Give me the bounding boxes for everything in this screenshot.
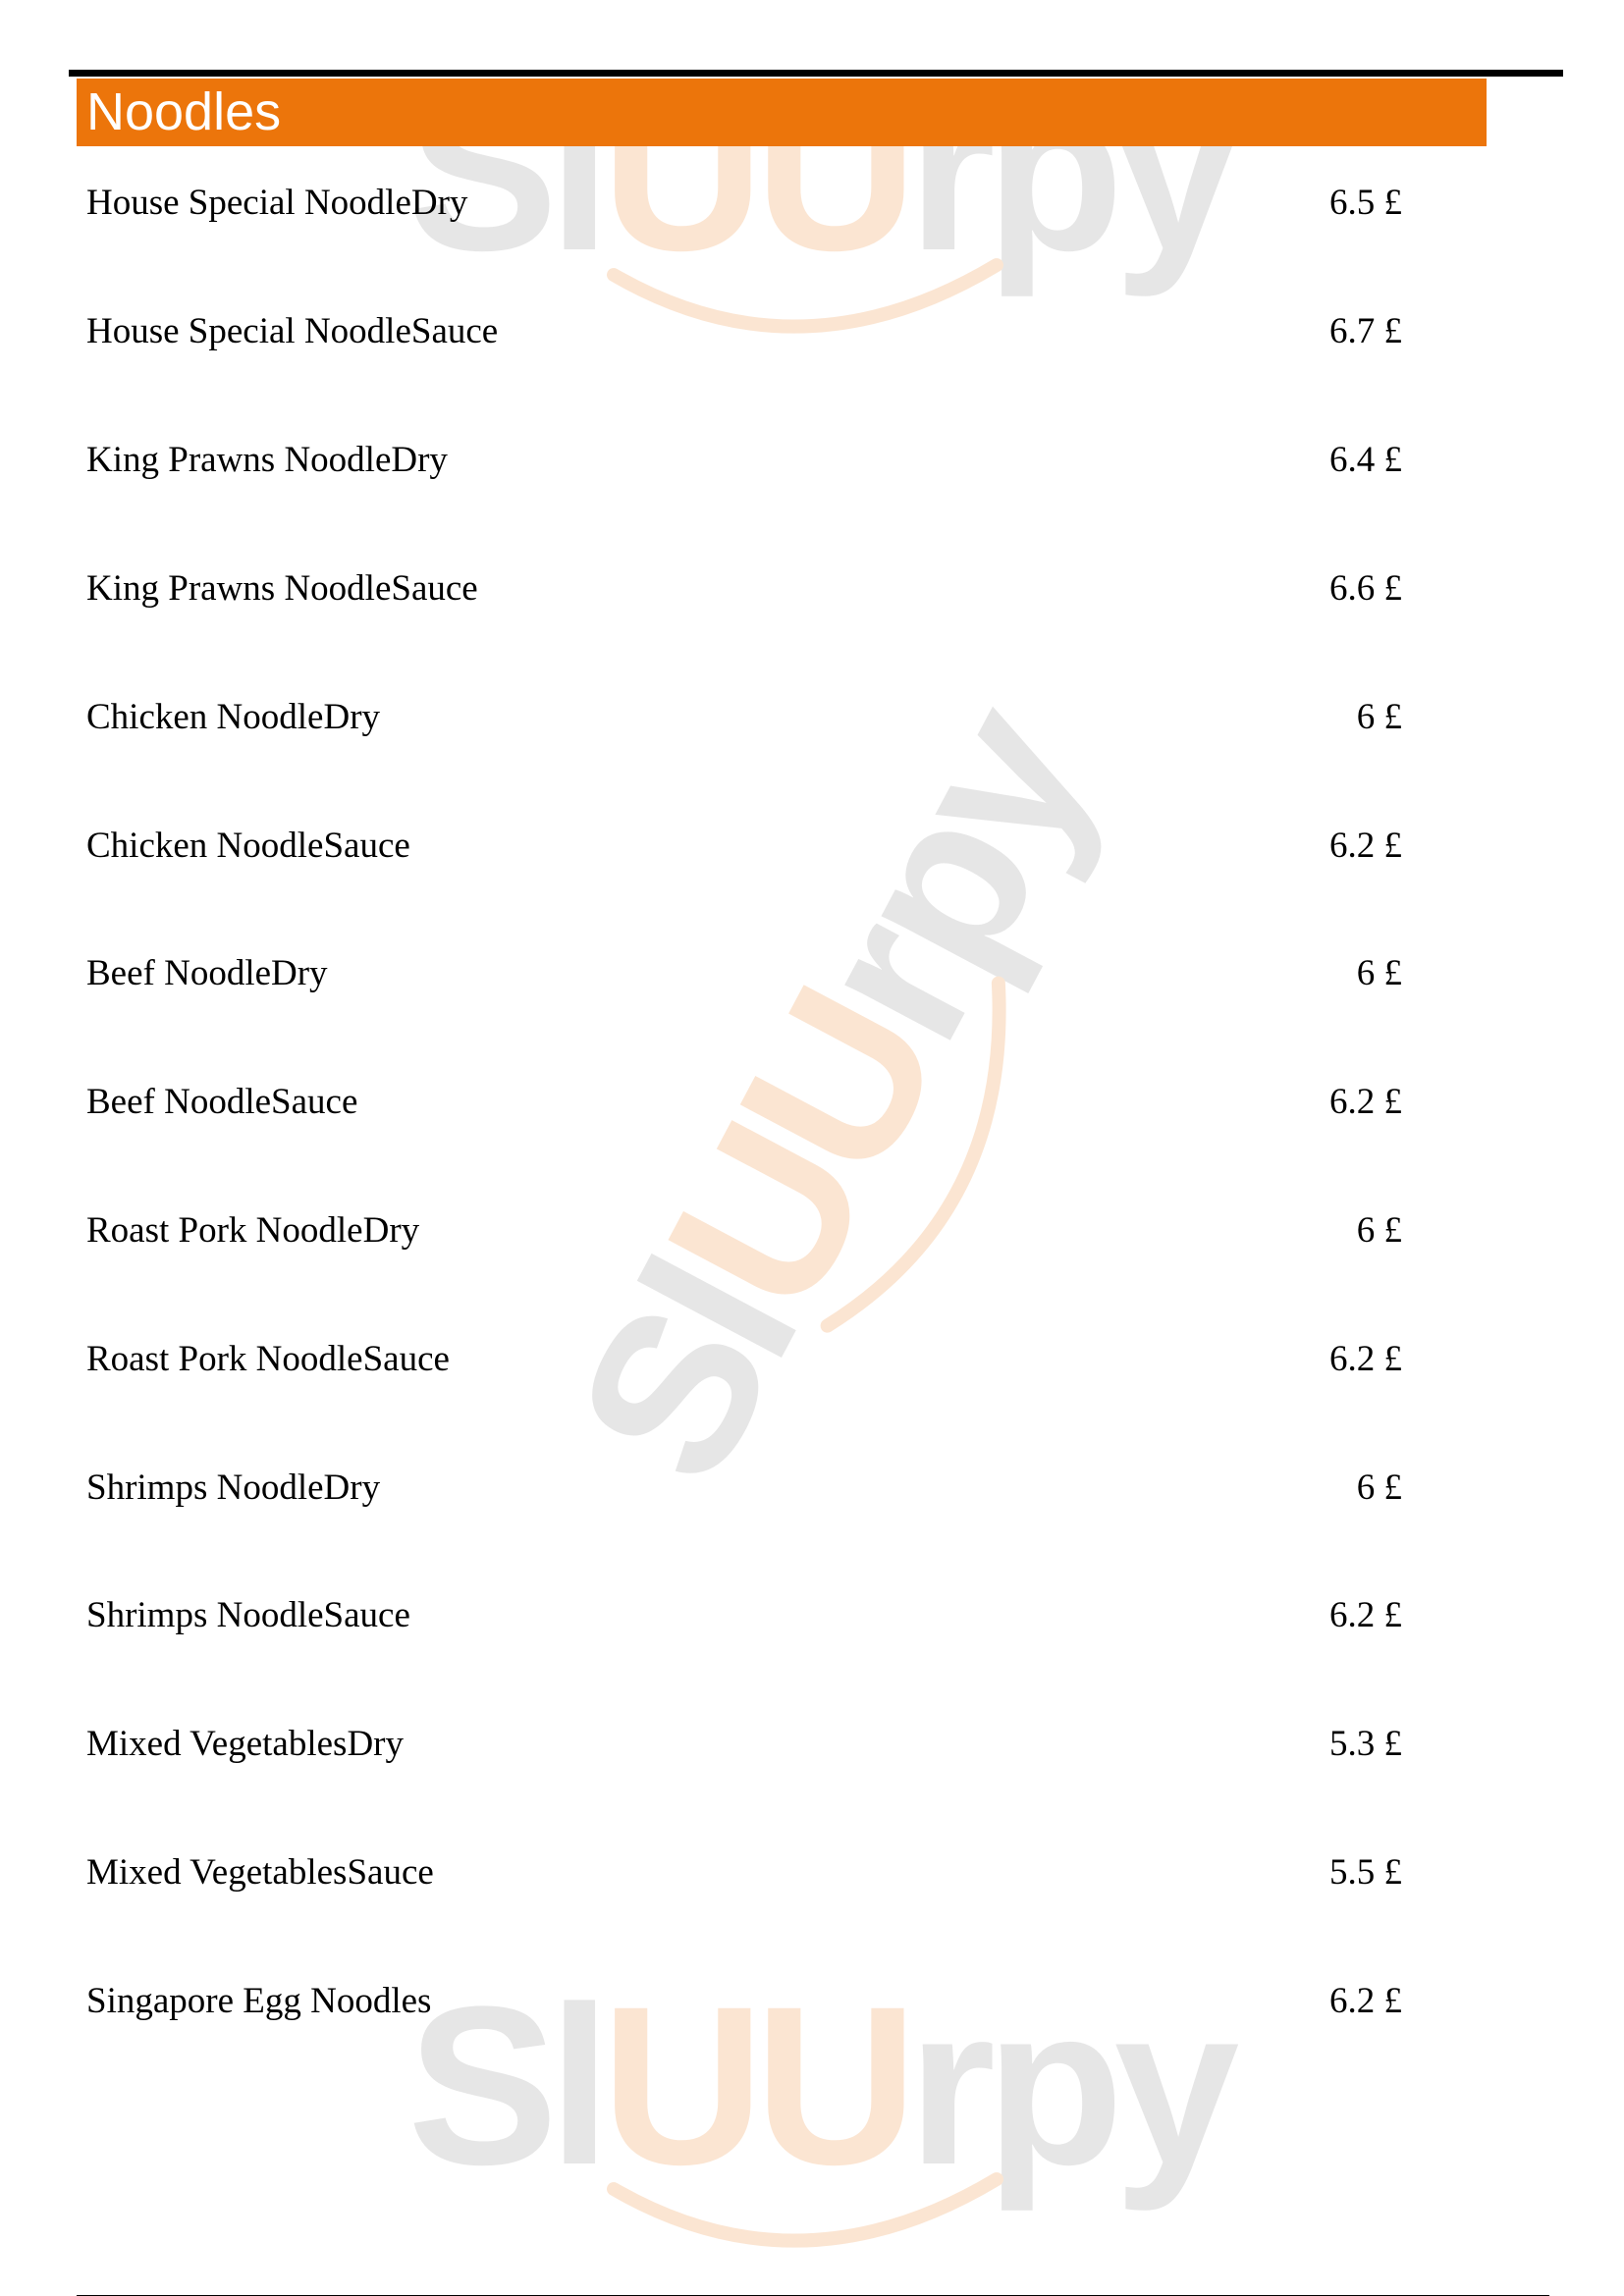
item-price: 6 £ — [1356, 697, 1402, 737]
menu-item — [86, 174, 1402, 233]
menu-item — [86, 817, 1402, 876]
item-price: 6.4 £ — [1329, 440, 1402, 480]
watermark-text-end: rpy — [907, 45, 1230, 297]
menu-item — [86, 1972, 1402, 2031]
item-name: Shrimps NoodleSauce — [86, 1595, 410, 1635]
item-price: 5.3 £ — [1329, 1724, 1402, 1764]
item-price: 6.5 £ — [1329, 183, 1402, 223]
menu-item — [86, 302, 1402, 361]
watermark-text-end: rpy — [762, 673, 1137, 1077]
watermark-text-accent: UU — [601, 45, 908, 297]
item-price: 6.6 £ — [1329, 568, 1402, 609]
item-price: 6.2 £ — [1329, 826, 1402, 866]
item-name: Beef NoodleSauce — [86, 1082, 358, 1122]
menu-item — [86, 1586, 1402, 1645]
watermark-text-start: Sl — [407, 1959, 602, 2212]
item-price: 6 £ — [1356, 953, 1402, 993]
item-name: House Special NoodleDry — [86, 183, 468, 223]
item-name: Mixed VegetablesSauce — [86, 1852, 434, 1893]
item-name: Roast Pork NoodleSauce — [86, 1339, 450, 1379]
menu-item — [86, 1201, 1402, 1260]
item-price: 6.2 £ — [1329, 1082, 1402, 1122]
item-name: Singapore Egg Noodles — [86, 1981, 432, 2021]
item-price: 6 £ — [1356, 1468, 1402, 1508]
menu-item — [86, 560, 1402, 618]
menu-item — [86, 1073, 1402, 1132]
item-price: 6.2 £ — [1329, 1595, 1402, 1635]
watermark-text-end: rpy — [907, 1959, 1230, 2212]
menu-item — [86, 1715, 1402, 1774]
item-price: 5.5 £ — [1329, 1852, 1402, 1893]
menu-item — [86, 431, 1402, 490]
menu-item — [86, 944, 1402, 1003]
item-name: Beef NoodleDry — [86, 953, 328, 993]
item-name: Chicken NoodleSauce — [86, 826, 410, 866]
section-title: Noodles — [86, 82, 282, 141]
item-name: Chicken NoodleDry — [86, 697, 381, 737]
watermark-text-accent: UU — [619, 958, 986, 1348]
item-price: 6.2 £ — [1329, 1981, 1402, 2021]
item-name: King Prawns NoodleSauce — [86, 568, 478, 609]
item-name: Roast Pork NoodleDry — [86, 1210, 420, 1251]
item-price: 6.2 £ — [1329, 1339, 1402, 1379]
watermark-text-accent: UU — [601, 1959, 908, 2212]
item-name: Mixed VegetablesDry — [86, 1724, 404, 1764]
item-price: 6.7 £ — [1329, 311, 1402, 351]
menu-item — [86, 1330, 1402, 1389]
item-name: King Prawns NoodleDry — [86, 440, 448, 480]
item-name: Shrimps NoodleDry — [86, 1468, 381, 1508]
menu-item — [86, 1843, 1402, 1902]
watermark-text-start: Sl — [407, 45, 602, 297]
menu-item — [86, 1459, 1402, 1518]
watermark-text-start: Sl — [527, 1228, 841, 1519]
item-price: 6 £ — [1356, 1210, 1402, 1251]
menu-item — [86, 688, 1402, 747]
item-name: House Special NoodleSauce — [86, 311, 499, 351]
